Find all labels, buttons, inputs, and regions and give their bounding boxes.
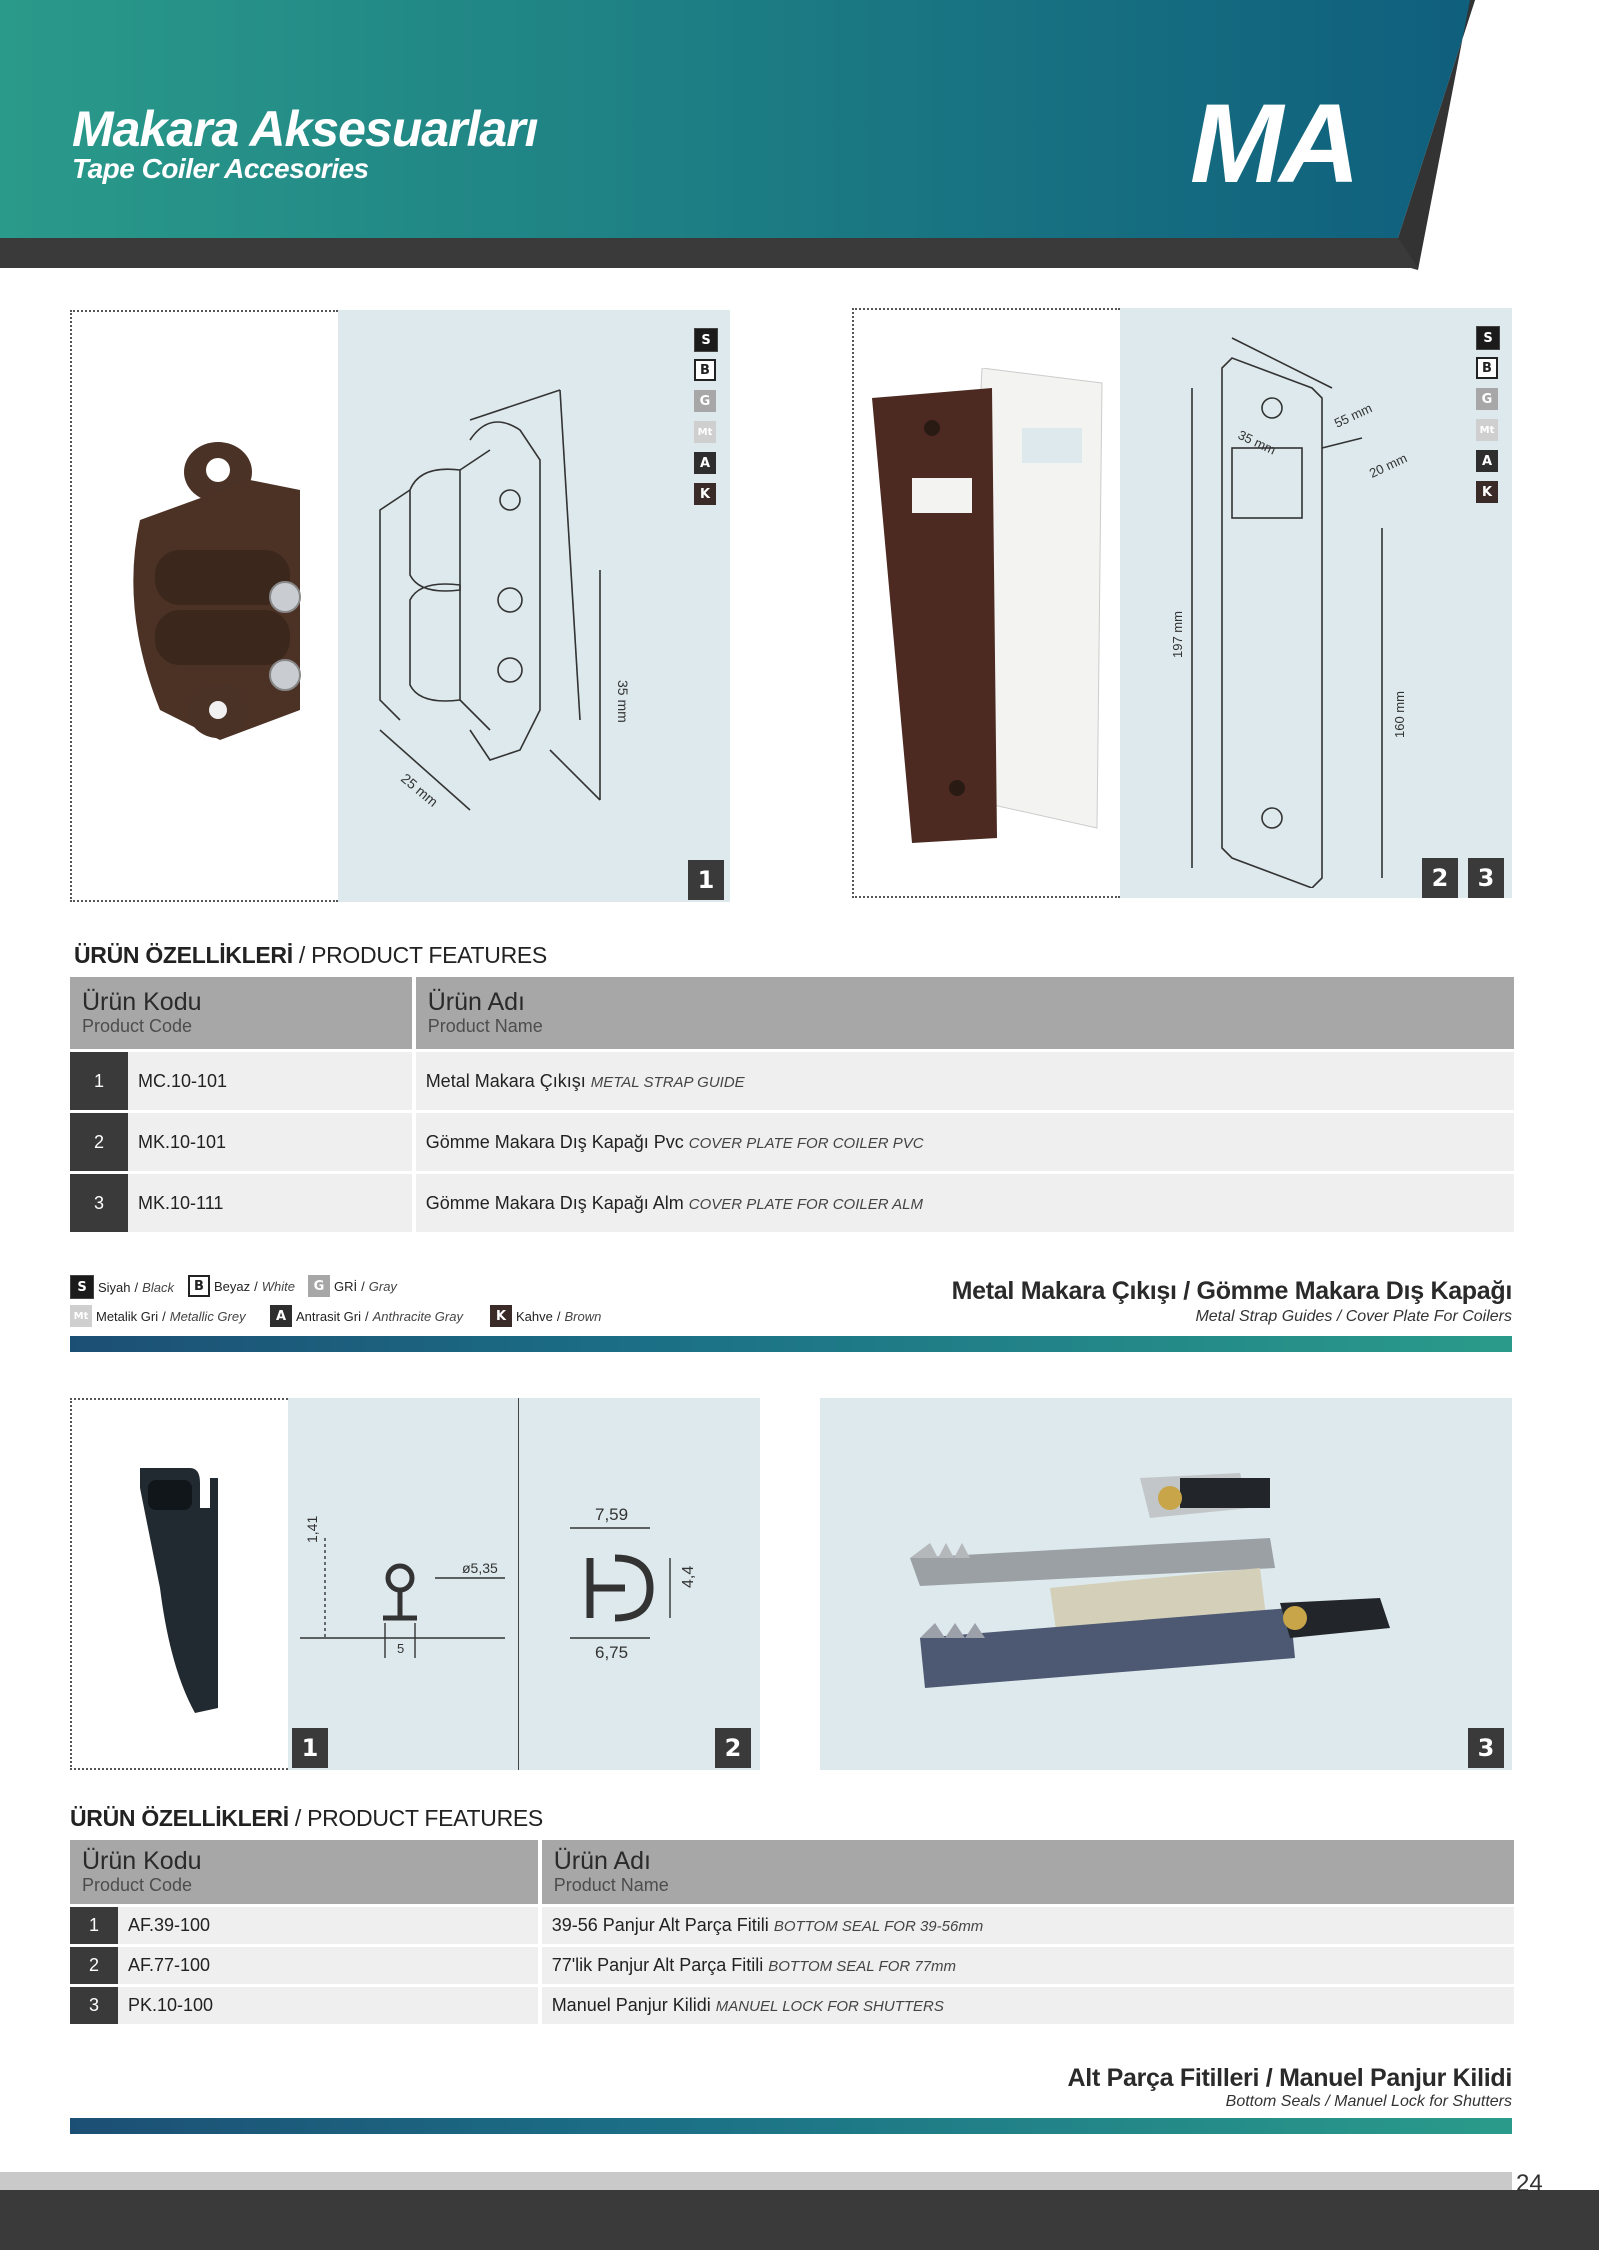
dim-seal-height: 4,4 xyxy=(680,1565,697,1588)
dim-hole-width: 35 mm xyxy=(1235,427,1279,458)
dim-seal-h: 1,41 xyxy=(304,1515,320,1543)
features-heading: ÜRÜN ÖZELLİKLERİ / PRODUCT FEATURES xyxy=(74,942,547,968)
dim-width-label: 55 mm xyxy=(1331,400,1375,431)
color-code-k: K xyxy=(694,483,716,505)
bottom-seal-photo xyxy=(100,1468,260,1718)
seal-drawing-a xyxy=(295,1498,515,1698)
table-row: 3 PK.10-100 Manuel Panjur Kilidi MANUEL LOCK FOR SHUTTERS xyxy=(70,1987,1514,2024)
page-subtitle: Tape Coiler Accesories xyxy=(72,153,369,184)
seal-drawing-b xyxy=(560,1498,750,1698)
page-title: Makara Aksesuarları xyxy=(72,101,538,157)
color-code-s: S xyxy=(694,328,718,352)
product-features-table xyxy=(70,974,1514,1235)
color-code-a: A xyxy=(694,452,716,474)
color-code-b: B xyxy=(1476,357,1498,379)
col-header-name: Ürün Adı Product Name xyxy=(538,1840,1514,1904)
col-header-code: Ürün Kodu Product Code xyxy=(70,1840,538,1904)
strap-guide-photo xyxy=(100,410,330,750)
footer-bar xyxy=(0,2190,1599,2250)
color-code-mt: Mt xyxy=(694,421,716,443)
features-heading-2: ÜRÜN ÖZELLİKLERİ / PRODUCT FEATURES xyxy=(70,1805,543,1831)
dim-seal-bottom: 6,75 xyxy=(595,1643,629,1662)
shutter-lock-photo xyxy=(910,1458,1430,1728)
lock-panel xyxy=(820,1398,1512,1770)
dim-seal-w: 5 xyxy=(397,1641,405,1656)
product-panel-1 xyxy=(70,310,730,902)
seal-panel xyxy=(70,1398,760,1770)
product-features-table-2 xyxy=(70,1837,1514,2027)
dim-seal-top: 7,59 xyxy=(595,1505,629,1524)
section-divider-bar-2 xyxy=(70,2118,1512,2134)
dim-height: 35 mm xyxy=(615,680,631,723)
legend-swatch-k: K xyxy=(490,1305,512,1327)
color-code-a: A xyxy=(1476,450,1498,472)
dim-length: 197 mm xyxy=(1170,611,1185,658)
page-number: 24 xyxy=(1516,2170,1543,2197)
color-code-b: B xyxy=(694,359,716,381)
dim-hole-height: 20 mm xyxy=(1366,450,1410,481)
panel-badge-3: 3 xyxy=(1468,1728,1504,1768)
section-divider-bar xyxy=(70,1336,1512,1352)
section-title-1: Metal Makara Çıkışı / Gömme Makara Dış Kapağı xyxy=(951,1277,1512,1305)
color-code-mt: Mt xyxy=(1476,419,1498,441)
col-header-name: Ürün Adı Product Name xyxy=(412,977,1514,1049)
section-subtitle-1: Metal Strap Guides / Cover Plate For Coilers xyxy=(1195,1308,1512,1325)
footer-band xyxy=(0,2172,1512,2190)
legend-swatch-mt: Mt xyxy=(70,1305,92,1327)
color-code-g: G xyxy=(694,390,716,412)
color-code-g: G xyxy=(1476,388,1498,410)
strap-guide-drawing xyxy=(360,350,690,850)
legend-swatch-g: G xyxy=(308,1275,330,1297)
panel-badge-3: 3 xyxy=(1468,858,1504,898)
dim-spacing: 160 mm xyxy=(1392,691,1407,738)
col-header-code: Ürün Kodu Product Code xyxy=(70,977,412,1049)
table-row: 2 MK.10-101 Gömme Makara Dış Kapağı Pvc COVER PLATE FOR COILER PVC xyxy=(70,1113,1514,1171)
color-legend: S Siyah / Black B Beyaz / White G GRİ / Gray Mt Metalik Gri / Metallic Grey A Antrasit Gri / Anthracite Gray K Kahve / Brown xyxy=(70,1275,630,1335)
table-row: 2 AF.77-100 77'lik Panjur Alt Parça Fitili BOTTOM SEAL FOR 77mm xyxy=(70,1947,1514,1984)
table-row: 1 MC.10-101 Metal Makara Çıkışı METAL STRAP GUIDE xyxy=(70,1052,1514,1110)
section-title-2: Alt Parça Fitilleri / Manuel Panjur Kilidi xyxy=(1067,2064,1512,2092)
legend-swatch-s: S xyxy=(70,1275,94,1299)
legend-swatch-a: A xyxy=(270,1305,292,1327)
dim-depth: 25 mm xyxy=(398,770,442,810)
panel-badge-2: 2 xyxy=(1422,858,1458,898)
legend-swatch-b: B xyxy=(188,1275,210,1297)
dim-seal-diameter: ø5,35 xyxy=(462,1560,498,1576)
product-panel-2 xyxy=(852,308,1512,898)
panel-badge-1: 1 xyxy=(292,1728,328,1768)
color-code-k: K xyxy=(1476,481,1498,503)
panel-badge: 1 xyxy=(688,860,724,900)
category-code: MA xyxy=(1190,81,1357,206)
color-code-s: S xyxy=(1476,326,1500,350)
table-row: 3 MK.10-111 Gömme Makara Dış Kapağı Alm COVER PLATE FOR COILER ALM xyxy=(70,1174,1514,1232)
table-row: 1 AF.39-100 39-56 Panjur Alt Parça Fitili BOTTOM SEAL FOR 39-56mm xyxy=(70,1907,1514,1944)
cover-plate-drawing xyxy=(1142,328,1482,888)
cover-plate-photo xyxy=(872,368,1112,858)
panel-badge-2: 2 xyxy=(715,1728,751,1768)
section-subtitle-2: Bottom Seals / Manuel Lock for Shutters xyxy=(1225,2093,1512,2110)
